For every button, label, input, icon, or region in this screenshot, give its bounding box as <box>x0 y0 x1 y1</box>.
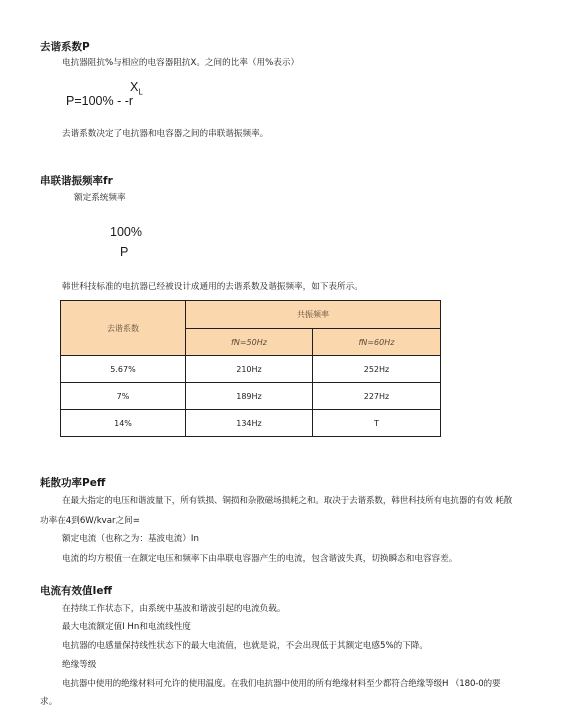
formula-resonance-bottom: P <box>120 245 129 259</box>
rated-system-frequency: 额定系统频率 <box>74 193 126 203</box>
section-title-detuning-factor: 去谐系数P <box>40 41 90 53</box>
loss-line-2: 功率在4到6W/kvar之间= <box>40 516 140 526</box>
table-subheader-60hz: fN=60Hz <box>313 329 441 356</box>
current-line-2: 最大电流额定值I Hn和电流线性度 <box>62 622 191 632</box>
insulation-class-title: 绝缘等级 <box>62 660 97 670</box>
current-line-6: 求。 <box>40 697 58 707</box>
table-cell: 14% <box>61 410 186 437</box>
table-cell: 227Hz <box>313 383 441 410</box>
table-row <box>61 410 441 437</box>
table-cell: 210Hz <box>186 356 313 383</box>
loss-line-1: 在最大指定的电压和谐波量下，所有铁损、铜损和杂散磁场损耗之和。取决于去谐系数，韩世科技所有电抗器的有效 耗散 <box>62 496 513 506</box>
formula-xl-letter: X <box>130 80 139 94</box>
current-line-5: 电抗器中使用的绝缘材料可允许的使用温度。在我们电抗器中使用的所有绝缘材料至少都符合绝缘等级H （180-0的要 <box>62 679 501 689</box>
current-line-3: 电抗器的电感量保持线性状态下的最大电流值，也就是说，不会出现低于其额定电感5%的下降。 <box>62 641 428 651</box>
section-title-loss: 耗散功率Peff <box>40 477 106 489</box>
resonance-intro: 韩世科技标准的电抗器已经被设计成通用的去谐系数及谐振频率，如下表所示。 <box>62 282 363 292</box>
formula-detuning: P=100% - -r <box>66 94 134 108</box>
detuning-description: 电抗器阻抗%与相应的电容器阻抗X。之间的比率（用%表示） <box>62 58 300 68</box>
current-line-1: 在持续工作状态下，由系统中基波和谐波引起的电流负载。 <box>62 604 286 614</box>
table-subheader-50hz: fN=50Hz <box>186 329 313 356</box>
section-title-resonance: 串联谐振频率fr <box>40 175 113 187</box>
table-cell: 252Hz <box>313 356 441 383</box>
table-header-resonance: 共振频率 <box>186 301 441 329</box>
table-cell: 7% <box>61 383 186 410</box>
resonance-table <box>60 300 441 437</box>
formula-resonance-top: 100% <box>110 225 142 239</box>
section-title-current: 电流有效值Ieff <box>40 585 113 597</box>
loss-line-4: 电流的均方根值一在额定电压和频率下由串联电容器产生的电流，包含谐波失真，切换瞬态和电容容差。 <box>62 554 458 564</box>
table-header-detuning: 去谐系数 <box>61 301 186 356</box>
rated-current-line: 额定电流（也称之为：基波电流）In <box>62 534 199 544</box>
table-cell: 5.67% <box>61 356 186 383</box>
table-row <box>61 356 441 383</box>
formula-xl-subscript: L <box>138 87 143 97</box>
table-cell: 134Hz <box>186 410 313 437</box>
detuning-note: 去谐系数决定了电抗器和电容器之间的串联谐振频率。 <box>62 129 269 139</box>
table-row <box>61 383 441 410</box>
table-cell: 189Hz <box>186 383 313 410</box>
table-cell: T <box>313 410 441 437</box>
